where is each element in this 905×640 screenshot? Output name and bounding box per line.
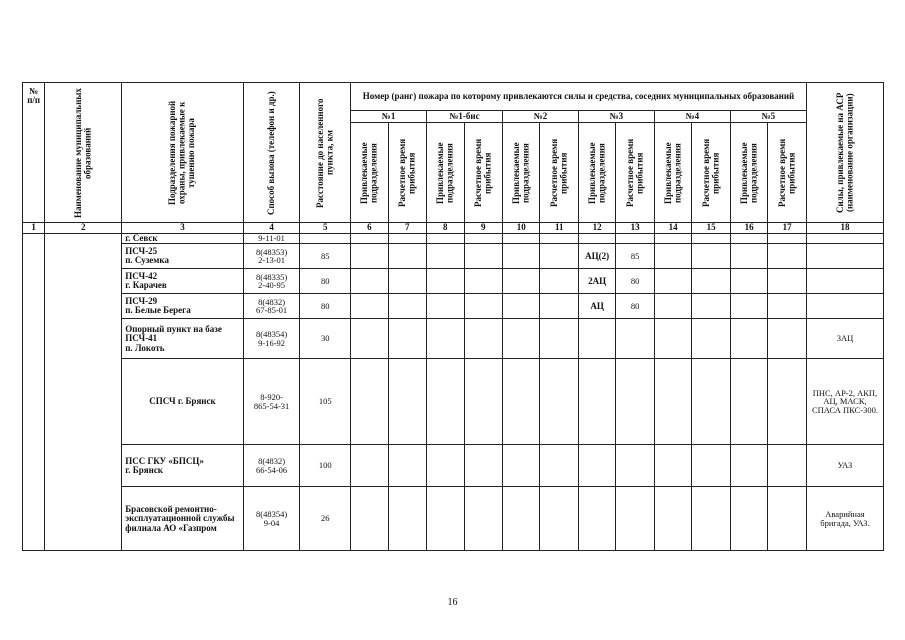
empty-cell [388,319,426,359]
header-sub-time-4: Расчетное время прибытия [616,123,654,223]
empty-cell [502,359,539,445]
header-sub-time-2: Расчетное время прибытия [464,123,502,223]
empty-cell [351,234,388,244]
empty-cell [654,319,691,359]
empty-cell [388,269,426,294]
empty-cell [502,244,539,269]
column-number: 9 [464,223,502,234]
empty-cell [768,487,807,551]
distance-cell: 30 [300,319,351,359]
municipality-cell [45,234,122,551]
empty-cell [768,445,807,487]
distance-cell [300,234,351,244]
row-number-cell [23,234,45,551]
empty-cell [540,269,578,294]
empty-cell [692,234,730,244]
empty-cell [692,294,730,319]
rank3-units-cell [578,359,615,445]
rank3-units-cell [578,234,615,244]
empty-cell [388,487,426,551]
column-number: 2 [45,223,122,234]
empty-cell [768,234,807,244]
header-municipality: Наименование муниципальных образований [45,83,122,223]
empty-cell [427,244,464,269]
empty-cell [427,269,464,294]
empty-cell [692,487,730,551]
empty-cell [768,244,807,269]
empty-cell [351,359,388,445]
call-method-cell: 8(48353) 2-13-01 [243,244,300,269]
table-row [23,445,884,487]
rank3-units-cell: АЦ [578,294,615,319]
table-row [23,234,884,244]
empty-cell [730,234,767,244]
empty-cell [427,445,464,487]
empty-cell [730,487,767,551]
call-method-cell: 8(48335) 2-40-95 [243,269,300,294]
empty-cell [730,244,767,269]
header-rank-4: №3 [578,111,654,123]
empty-cell [427,487,464,551]
rank3-time-cell [616,319,654,359]
call-method-cell: 9-11-01 [243,234,300,244]
fire-unit-cell: Брасовской ремонтно-эксплуатационной службы филиала АО «Газпром [122,487,244,551]
column-number: 1 [23,223,45,234]
empty-cell [388,359,426,445]
empty-cell [654,244,691,269]
header-distance: Расстояние до населенного пункта, км [300,83,351,223]
column-number: 13 [616,223,654,234]
table-row [23,294,884,319]
header-number: № п/п [23,83,45,223]
empty-cell [427,319,464,359]
asr-forces-cell [806,294,883,319]
table-row [23,487,884,551]
distance-cell: 85 [300,244,351,269]
fire-unit-cell: ПСЧ-42 г. Карачев [122,269,244,294]
empty-cell [654,294,691,319]
empty-cell [540,234,578,244]
empty-cell [502,319,539,359]
call-method-cell: 8(48354) 9-04 [243,487,300,551]
distance-cell: 80 [300,269,351,294]
rank3-time-cell: 85 [616,244,654,269]
empty-cell [388,234,426,244]
column-number: 4 [243,223,300,234]
empty-cell [464,294,502,319]
empty-cell [502,445,539,487]
empty-cell [464,234,502,244]
empty-cell [502,269,539,294]
fire-unit-cell: ПСЧ-29 п. Белые Берега [122,294,244,319]
empty-cell [768,319,807,359]
fire-unit-cell: г. Севск [122,234,244,244]
empty-cell [540,445,578,487]
empty-cell [730,359,767,445]
header-rank-1: №1 [351,111,427,123]
empty-cell [692,359,730,445]
call-method-cell: 8(4832) 66-54-06 [243,445,300,487]
column-number: 18 [806,223,883,234]
asr-forces-cell: Аварийная бригада, УАЗ. [806,487,883,551]
header-sub-units-6: Привлекаемые подразделения [730,123,767,223]
call-method-cell: 8(4832) 67-85-01 [243,294,300,319]
column-number: 6 [351,223,388,234]
header-rank-3: №2 [502,111,578,123]
empty-cell [654,234,691,244]
empty-cell [351,269,388,294]
distance-cell: 100 [300,445,351,487]
table-row [23,319,884,359]
header-asr-forces: Силы, привлекаемые на АСР (наименование организации) [806,83,883,223]
empty-cell [388,244,426,269]
header-sub-units-2: Привлекаемые подразделения [427,123,464,223]
column-number: 17 [768,223,807,234]
call-method-cell: 8-920- 865-54-31 [243,359,300,445]
table-row [23,269,884,294]
rank3-time-cell [616,359,654,445]
empty-cell [730,445,767,487]
fire-unit-cell: ПСЧ-25 п. Суземка [122,244,244,269]
column-number: 10 [502,223,539,234]
fire-forces-table [22,82,884,551]
empty-cell [427,234,464,244]
empty-cell [654,269,691,294]
header-rank-6: №5 [730,111,806,123]
empty-cell [540,294,578,319]
rank3-units-cell: 2АЦ [578,269,615,294]
asr-forces-cell: 3АЦ [806,319,883,359]
empty-cell [464,269,502,294]
empty-cell [692,269,730,294]
empty-cell [351,487,388,551]
asr-forces-cell [806,269,883,294]
empty-cell [464,244,502,269]
header-sub-time-5: Расчетное время прибытия [692,123,730,223]
empty-cell [692,319,730,359]
table-row [23,359,884,445]
fire-unit-cell: Опорный пункт на базе ПСЧ-41 п. Локоть [122,319,244,359]
empty-cell [502,234,539,244]
table-row [23,244,884,269]
asr-forces-cell [806,234,883,244]
column-number: 7 [388,223,426,234]
column-number: 14 [654,223,691,234]
column-number: 11 [540,223,578,234]
empty-cell [540,244,578,269]
empty-cell [427,359,464,445]
empty-cell [768,269,807,294]
empty-cell [540,359,578,445]
column-number: 15 [692,223,730,234]
header-sub-time-6: Расчетное время прибытия [768,123,807,223]
asr-forces-cell [806,244,883,269]
rank3-units-cell [578,445,615,487]
column-number: 16 [730,223,767,234]
asr-forces-cell: ПНС, АР-2, АКП, АЦ, МАСК, СПАСА ПКС-300. [806,359,883,445]
empty-cell [464,445,502,487]
distance-cell: 80 [300,294,351,319]
rank3-time-cell: 80 [616,294,654,319]
header-sub-units-4: Привлекаемые подразделения [578,123,615,223]
empty-cell [654,445,691,487]
header-rank-group: Номер (ранг) пожара по которому привлекаются силы и средства, соседних муниципальных образований [351,83,807,111]
column-number: 8 [427,223,464,234]
empty-cell [730,269,767,294]
empty-cell [730,294,767,319]
page-number: 16 [447,597,458,608]
header-sub-units-3: Привлекаемые подразделения [502,123,539,223]
header-rank-5: №4 [654,111,730,123]
empty-cell [427,294,464,319]
empty-cell [464,487,502,551]
empty-cell [540,487,578,551]
empty-cell [351,244,388,269]
empty-cell [502,294,539,319]
empty-cell [730,319,767,359]
column-number: 12 [578,223,615,234]
empty-cell [351,445,388,487]
empty-cell [692,445,730,487]
empty-cell [654,359,691,445]
empty-cell [388,294,426,319]
empty-cell [351,294,388,319]
rank3-time-cell [616,487,654,551]
rank3-time-cell [616,234,654,244]
asr-forces-cell: УАЗ [806,445,883,487]
column-number: 3 [122,223,244,234]
call-method-cell: 8(48354) 9-16-92 [243,319,300,359]
header-sub-units-5: Привлекаемые подразделения [654,123,691,223]
empty-cell [502,487,539,551]
rank3-time-cell: 80 [616,269,654,294]
empty-cell [768,359,807,445]
rank3-units-cell [578,319,615,359]
empty-cell [692,244,730,269]
empty-cell [540,319,578,359]
header-call-method: Способ вызова (телефон и др.) [243,83,300,223]
fire-unit-cell: СПСЧ г. Брянск [122,359,244,445]
rank3-units-cell: АЦ(2) [578,244,615,269]
distance-cell: 105 [300,359,351,445]
empty-cell [464,359,502,445]
empty-cell [768,294,807,319]
distance-cell: 26 [300,487,351,551]
fire-unit-cell: ПСС ГКУ «БПСЦ» г. Брянск [122,445,244,487]
empty-cell [654,487,691,551]
column-number: 5 [300,223,351,234]
header-sub-units-1: Привлекаемые подразделения [351,123,388,223]
header-sub-time-3: Расчетное время прибытия [540,123,578,223]
header-fire-units: Подразделения пожарной охраны, привлекаемые к тушению пожара [122,83,244,223]
empty-cell [464,319,502,359]
header-rank-2: №1-бис [427,111,503,123]
empty-cell [388,445,426,487]
empty-cell [351,319,388,359]
rank3-units-cell [578,487,615,551]
header-sub-time-1: Расчетное время прибытия [388,123,426,223]
rank3-time-cell [616,445,654,487]
